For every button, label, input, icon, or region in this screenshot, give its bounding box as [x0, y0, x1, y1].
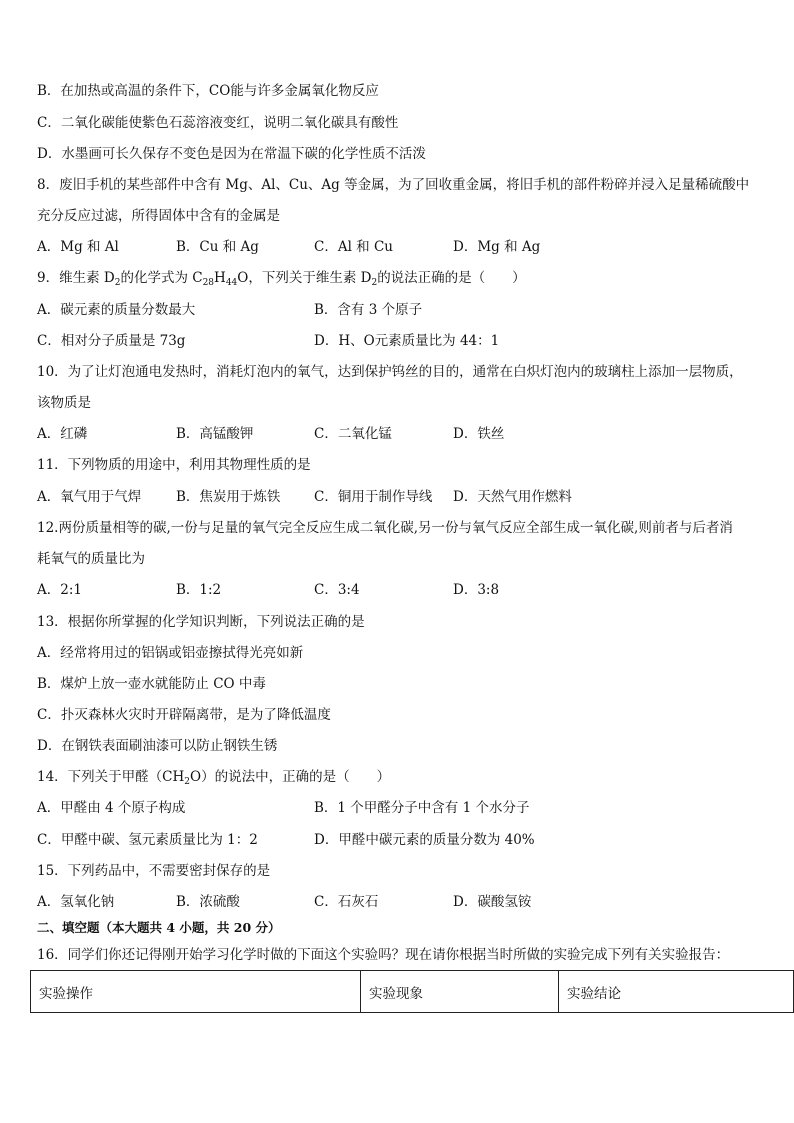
q9-option-d: D．H、O元素质量比为 44：1 [314, 333, 500, 349]
q12-stem-line1: 12.两份质量相等的碳,一份与足量的氧气完全反应生成二氧化碳,另一份与氧气反应全部生成一氧化碳,则前者与后者消 [37, 520, 733, 536]
q10-option-d: D．铁丝 [453, 426, 505, 442]
q8-option-d: D．Mg 和 Ag [453, 239, 541, 255]
q12-option-b: B．1:2 [176, 582, 222, 598]
q15-stem: 15．下列药品中，不需要密封保存的是 [37, 863, 271, 879]
header-experiment-operation: 实验操作 [31, 971, 361, 1013]
q9-stem: 9．维生素 $D_2$的化学式为 $C_{28}H_{44}O$，下列关于维生素 $D_2$的说法正确的是（ ） [37, 270, 526, 288]
q7-option-c: C．二氧化碳能使紫色石蕊溶液变红，说明二氧化碳具有酸性 [37, 115, 399, 131]
q13-stem: 13．根据你所掌握的化学知识判断，下列说法正确的是 [37, 614, 365, 630]
q10-option-a: A．红磷 [37, 426, 88, 442]
q7-option-b: B．在加热或高温的条件下，CO能与许多金属氧化物反应 [37, 83, 379, 99]
q9-option-b: B．含有 3 个原子 [314, 302, 423, 318]
q14-stem: 14．下列关于甲醛$(CH_2O)$的说法中，正确的是（ ） [37, 769, 391, 787]
q10-stem-line2: 该物质是 [37, 395, 91, 411]
q11-option-c: C．铜用于制作导线 [314, 489, 433, 505]
q8-option-a: A．Mg 和 Al [37, 239, 119, 255]
q15-option-d: D．碳酸氢铵 [453, 894, 532, 910]
q13-option-b: B．煤炉上放一壶水就能防止 CO 中毒 [37, 676, 266, 692]
q11-option-a: A．氧气用于气焊 [37, 489, 142, 505]
header-experiment-phenomenon: 实验现象 [361, 971, 559, 1013]
q14-option-d: D．甲醛中碳元素的质量分数为 40% [314, 832, 535, 848]
q14-option-a: A．甲醛由 4 个原子构成 [37, 800, 186, 816]
q12-stem-line2: 耗氧气的质量比为 [37, 551, 145, 567]
q11-option-d: D．天然气用作燃料 [453, 489, 572, 505]
q10-option-c: C．二氧化锰 [314, 426, 392, 442]
q12-option-d: D．3:8 [453, 582, 500, 598]
q9-option-c: C．相对分子质量是 73g [37, 333, 186, 349]
q15-option-c: C．石灰石 [314, 894, 379, 910]
q15-option-a: A．氢氧化钠 [37, 894, 115, 910]
table-header-row [31, 971, 794, 1013]
q8-stem-line2: 充分反应过滤，所得固体中含有的金属是 [37, 208, 280, 224]
q16-stem: 16．同学们你还记得刚开始学习化学时做的下面这个实验吗？现在请你根据当时所做的实验完成下列有关实验报告： [37, 947, 730, 963]
q9-option-a: A．碳元素的质量分数最大 [37, 302, 196, 318]
q14-option-c: C．甲醛中碳、氢元素质量比为 1：2 [37, 832, 258, 848]
q11-stem: 11．下列物质的用途中，利用其物理性质的是 [37, 457, 311, 473]
q15-option-b: B．浓硫酸 [176, 894, 240, 910]
experiment-report-table [30, 970, 794, 1013]
q7-option-d: D．水墨画可长久保存不变色是因为在常温下碳的化学性质不活泼 [37, 146, 426, 162]
q13-option-c: C．扑灭森林火灾时开辟隔离带，是为了降低温度 [37, 707, 331, 723]
q12-option-a: A．2:1 [37, 582, 82, 598]
q8-option-c: C．Al 和 Cu [314, 239, 394, 255]
section-2-title: 二、填空题（本大题共 4 小题，共 20 分） [37, 920, 281, 935]
header-experiment-conclusion: 实验结论 [559, 971, 794, 1013]
q8-option-b: B．Cu 和 Ag [176, 239, 259, 255]
q12-option-c: C．3:4 [314, 582, 360, 598]
q14-option-b: B．1 个甲醛分子中含有 1 个水分子 [314, 800, 530, 816]
q11-option-b: B．焦炭用于炼铁 [176, 489, 281, 505]
q10-stem-line1: 10．为了让灯泡通电发热时，消耗灯泡内的氧气，达到保护钨丝的目的，通常在白炽灯泡内的玻璃柱上添加一层物质， [37, 364, 743, 380]
q13-option-a: A．经常将用过的铝锅或铝壶擦拭得光亮如新 [37, 645, 304, 661]
q10-option-b: B．高锰酸钾 [176, 426, 254, 442]
q13-option-d: D．在钢铁表面刷油漆可以防止钢铁生锈 [37, 738, 278, 754]
q8-stem-line1: 8．废旧手机的某些部件中含有 Mg、Al、Cu、Ag 等金属，为了回收重金属，将旧手机的部件粉碎并浸入足量稀硫酸中 [37, 177, 750, 193]
